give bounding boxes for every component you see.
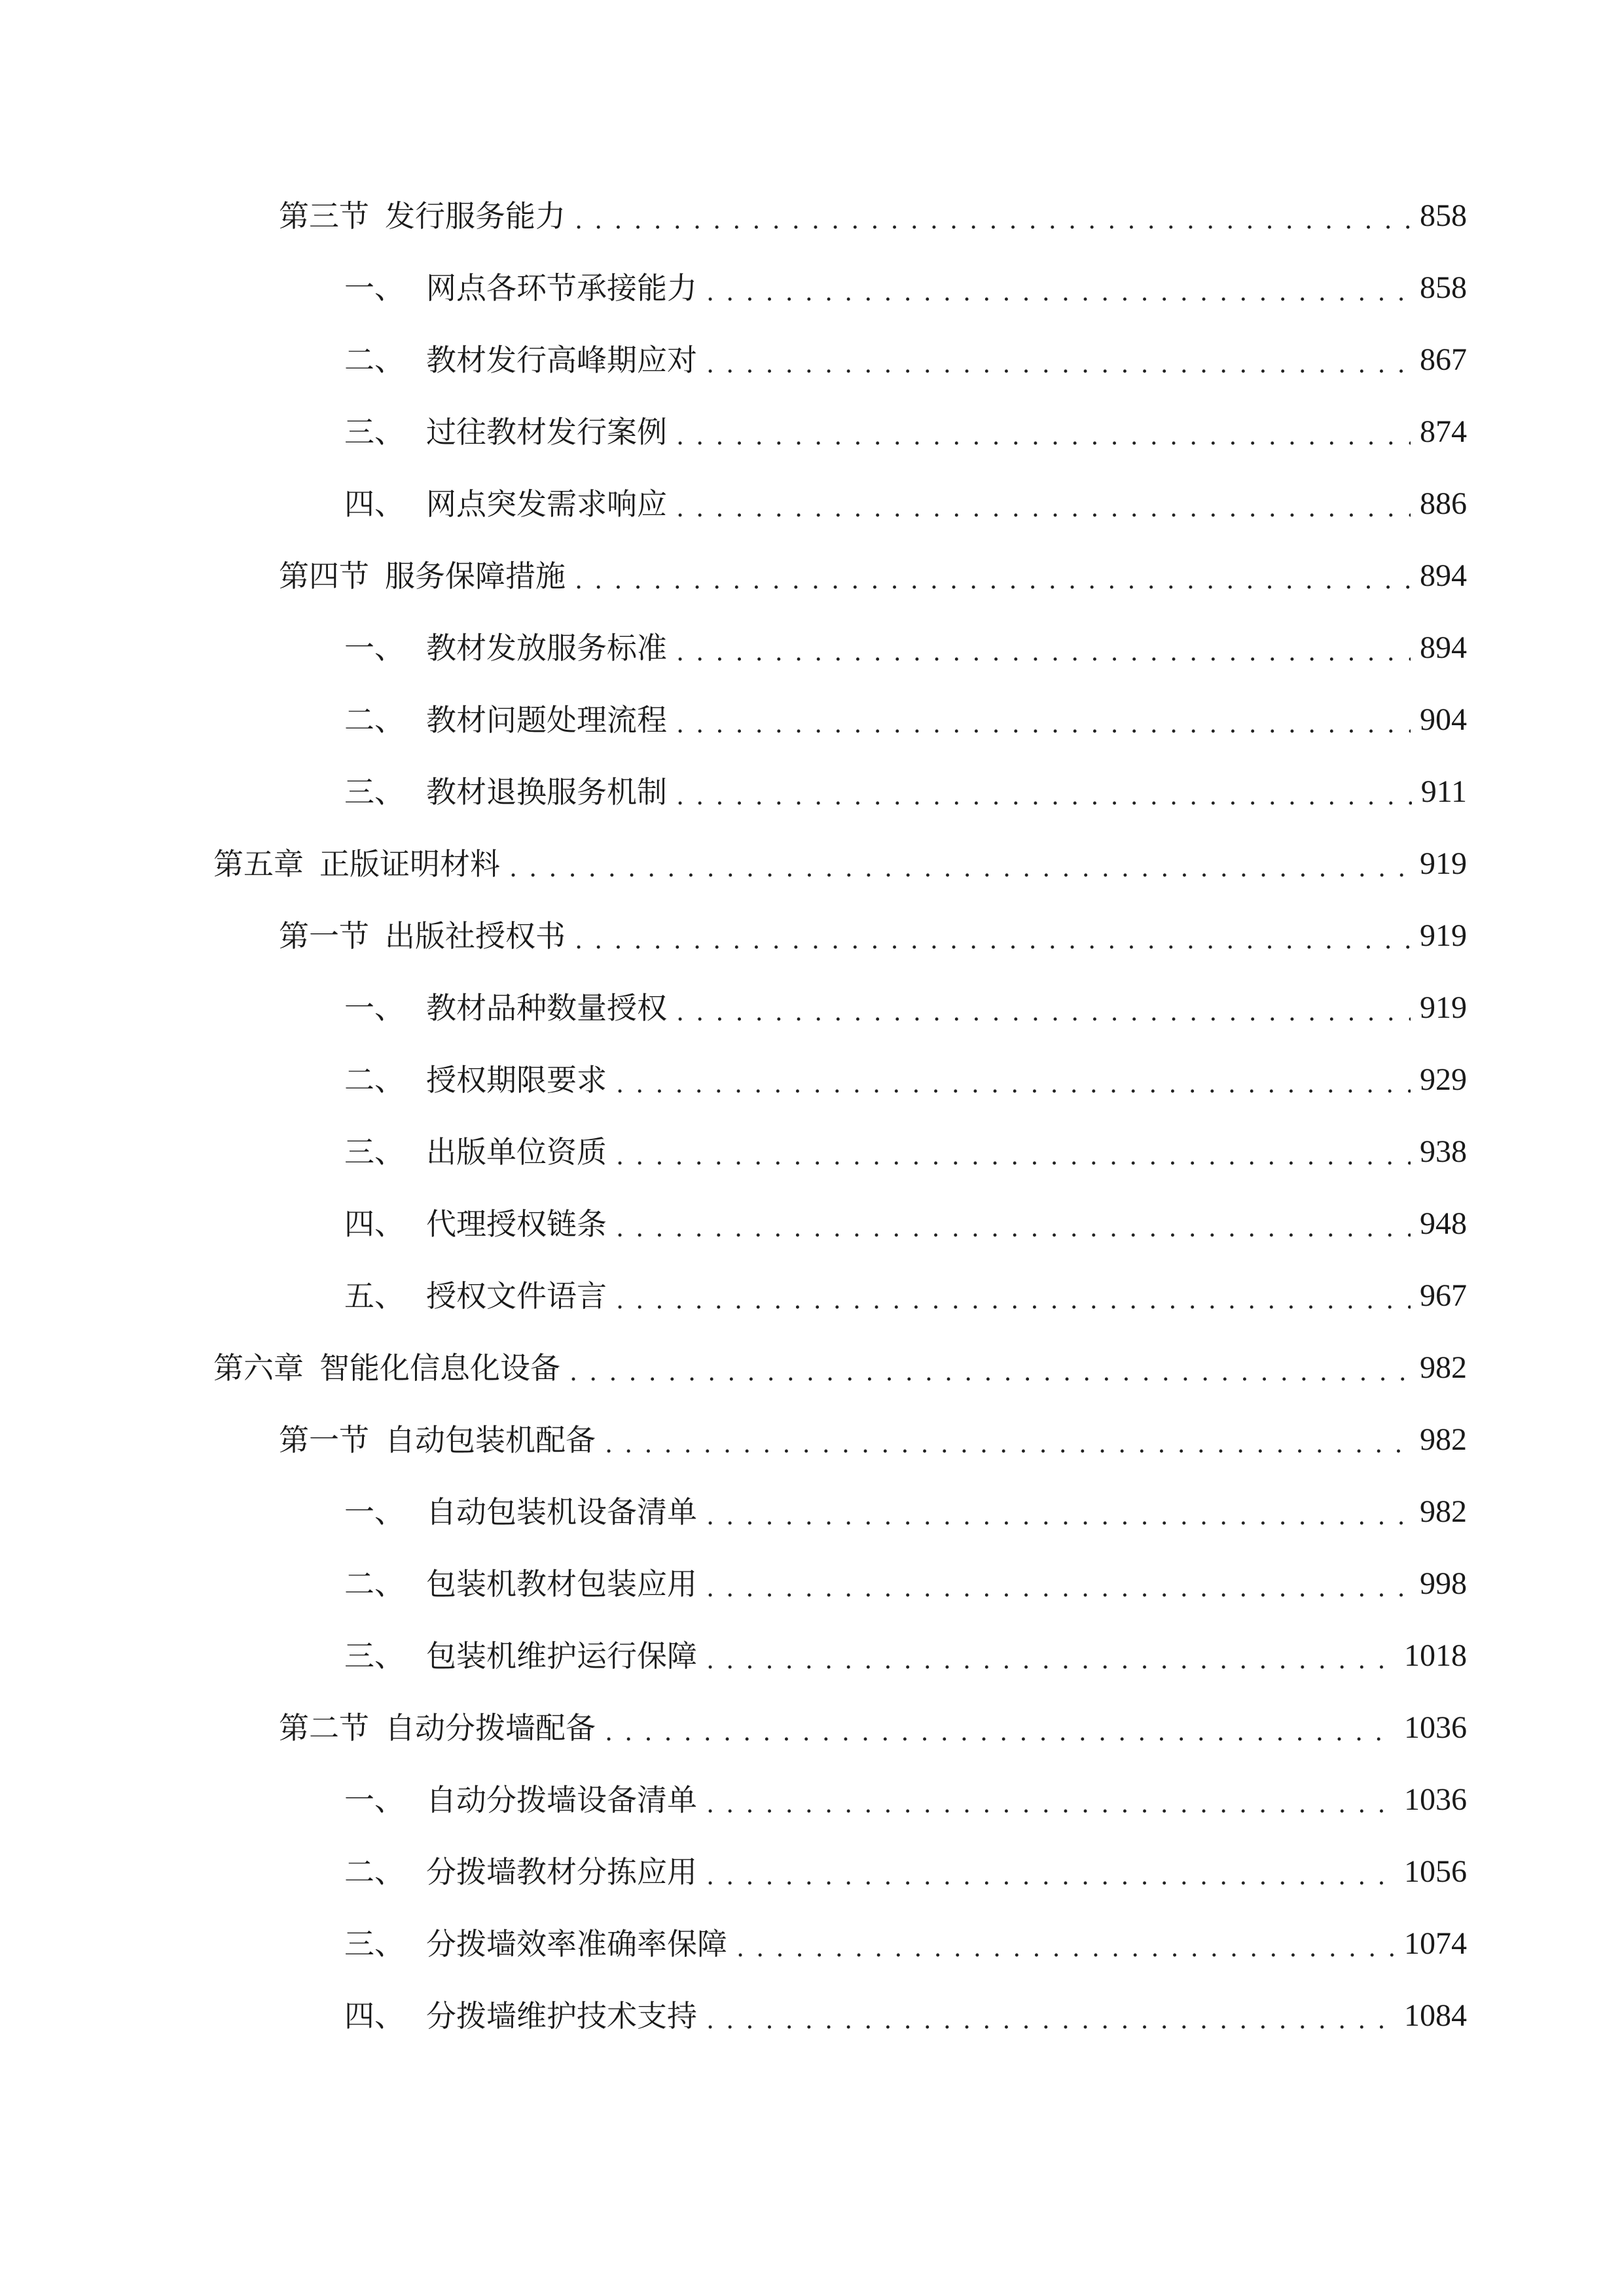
entry-number: 二、 (344, 1566, 405, 1602)
entry-page-number: 894 (1420, 630, 1467, 665)
entry-page-number: 982 (1420, 1494, 1467, 1529)
entry-title: 自动分拨墙配备 (385, 1710, 596, 1746)
toc-section-entry[interactable] (279, 1417, 1467, 1463)
entry-title: 教材问题处理流程 (426, 702, 667, 738)
entry-number: 四、 (344, 486, 405, 522)
entry-number: 五、 (344, 1278, 405, 1314)
toc-item-entry[interactable] (344, 1561, 1467, 1607)
entry-title: 代理授权链条 (426, 1206, 607, 1242)
entry-page-number: 982 (1420, 1350, 1467, 1385)
dot-leader (575, 913, 1411, 959)
toc-item-entry[interactable] (344, 1849, 1467, 1895)
entry-number: 二、 (344, 1062, 405, 1098)
entry-page-number: 874 (1420, 414, 1467, 449)
entry-number: 四、 (344, 1206, 405, 1242)
toc-item-entry[interactable] (344, 1993, 1467, 2039)
entry-page-number: 967 (1420, 1278, 1467, 1313)
dot-leader (706, 1489, 1411, 1535)
entry-page-number: 904 (1420, 702, 1467, 737)
entry-title: 发行服务能力 (385, 198, 566, 234)
dot-leader (736, 1921, 1395, 1967)
dot-leader (706, 1633, 1395, 1679)
toc-item-entry[interactable] (344, 985, 1467, 1031)
entry-page-number: 1056 (1404, 1854, 1467, 1889)
toc-item-entry[interactable] (344, 1921, 1467, 1967)
entry-title: 正版证明材料 (319, 846, 500, 882)
entry-page-number: 867 (1420, 342, 1467, 377)
entry-page-number: 919 (1420, 990, 1467, 1025)
entry-number: 第三节 (279, 198, 369, 234)
entry-page-number: 1084 (1404, 1998, 1467, 2033)
toc-item-entry[interactable] (344, 1273, 1467, 1319)
entry-page-number: 998 (1420, 1566, 1467, 1601)
entry-number: 第四节 (279, 558, 369, 594)
dot-leader (616, 1273, 1411, 1319)
entry-title: 授权文件语言 (426, 1278, 607, 1314)
entry-title: 网点突发需求响应 (426, 486, 667, 522)
entry-title: 自动包装机配备 (385, 1422, 596, 1458)
dot-leader (575, 193, 1411, 239)
entry-title: 教材退换服务机制 (426, 774, 667, 810)
dot-leader (676, 697, 1411, 743)
entry-page-number: 1036 (1404, 1782, 1467, 1817)
toc-section-entry[interactable] (279, 553, 1467, 599)
entry-number: 一、 (344, 270, 405, 306)
toc-item-entry[interactable] (344, 697, 1467, 743)
entry-number: 一、 (344, 1494, 405, 1530)
entry-number: 一、 (344, 990, 405, 1026)
dot-leader (616, 1201, 1411, 1247)
toc-item-entry[interactable] (344, 1201, 1467, 1247)
dot-leader (676, 625, 1411, 671)
entry-number: 第一节 (279, 1422, 369, 1458)
dot-leader (676, 769, 1412, 815)
entry-title: 授权期限要求 (426, 1062, 607, 1098)
toc-item-entry[interactable] (344, 337, 1467, 383)
entry-page-number: 982 (1420, 1422, 1467, 1457)
entry-title: 教材发行高峰期应对 (426, 342, 697, 378)
entry-title: 服务保障措施 (385, 558, 566, 594)
dot-leader (706, 265, 1411, 311)
entry-title: 过往教材发行案例 (426, 414, 667, 450)
entry-page-number: 894 (1420, 558, 1467, 593)
toc-item-entry[interactable] (344, 1129, 1467, 1175)
entry-page-number: 1074 (1404, 1926, 1467, 1961)
entry-title: 网点各环节承接能力 (426, 270, 697, 306)
toc-item-entry[interactable] (344, 481, 1467, 527)
entry-page-number: 929 (1420, 1062, 1467, 1097)
entry-page-number: 919 (1420, 846, 1467, 881)
entry-page-number: 1018 (1404, 1638, 1467, 1673)
dot-leader (575, 553, 1411, 599)
entry-number: 一、 (344, 630, 405, 666)
entry-page-number: 948 (1420, 1206, 1467, 1241)
entry-number: 二、 (344, 1854, 405, 1890)
entry-title: 出版社授权书 (385, 918, 566, 954)
dot-leader (605, 1417, 1411, 1463)
entry-title: 分拨墙教材分拣应用 (426, 1854, 697, 1890)
entry-title: 分拨墙效率准确率保障 (426, 1926, 727, 1962)
dot-leader (706, 337, 1411, 383)
entry-title: 教材品种数量授权 (426, 990, 667, 1026)
entry-page-number: 886 (1420, 486, 1467, 521)
entry-number: 三、 (344, 1134, 405, 1170)
dot-leader (616, 1129, 1411, 1175)
entry-page-number: 911 (1420, 774, 1467, 809)
entry-number: 二、 (344, 342, 405, 378)
dot-leader (676, 409, 1411, 455)
toc-item-entry[interactable] (344, 1777, 1467, 1823)
entry-number: 第二节 (279, 1710, 369, 1746)
entry-title: 分拨墙维护技术支持 (426, 1998, 697, 2034)
toc-chapter-entry[interactable] (213, 1345, 1467, 1391)
dot-leader (706, 1993, 1395, 2039)
toc-item-entry[interactable] (344, 1633, 1467, 1679)
entry-title: 包装机维护运行保障 (426, 1638, 697, 1674)
toc-item-entry[interactable] (344, 265, 1467, 311)
toc-section-entry[interactable] (279, 1705, 1467, 1751)
entry-page-number: 919 (1420, 918, 1467, 953)
entry-number: 第五章 (213, 846, 304, 882)
dot-leader (706, 1561, 1411, 1607)
entry-page-number: 858 (1420, 198, 1467, 233)
dot-leader (676, 481, 1411, 527)
entry-number: 第一节 (279, 918, 369, 954)
toc-section-entry[interactable] (279, 193, 1467, 239)
entry-title: 智能化信息化设备 (319, 1350, 560, 1386)
toc-section-entry[interactable] (279, 913, 1467, 959)
toc-item-entry[interactable] (344, 409, 1467, 455)
entry-page-number: 858 (1420, 270, 1467, 305)
entry-number: 三、 (344, 1926, 405, 1962)
entry-page-number: 938 (1420, 1134, 1467, 1169)
entry-title: 包装机教材包装应用 (426, 1566, 697, 1602)
entry-title: 出版单位资质 (426, 1134, 607, 1170)
dot-leader (569, 1345, 1411, 1391)
entry-number: 二、 (344, 702, 405, 738)
entry-number: 三、 (344, 1638, 405, 1674)
toc-item-entry[interactable] (344, 625, 1467, 671)
toc-item-entry[interactable] (344, 1057, 1467, 1103)
entry-number: 三、 (344, 774, 405, 810)
dot-leader (706, 1777, 1395, 1823)
entry-title: 教材发放服务标准 (426, 630, 667, 666)
entry-number: 四、 (344, 1998, 405, 2034)
toc-item-entry[interactable] (344, 1489, 1467, 1535)
dot-leader (676, 985, 1411, 1031)
toc-item-entry[interactable] (344, 769, 1467, 815)
entry-number: 第六章 (213, 1350, 304, 1386)
entry-page-number: 1036 (1404, 1710, 1467, 1745)
toc-chapter-entry[interactable] (213, 841, 1467, 887)
dot-leader (605, 1705, 1395, 1751)
entry-number: 一、 (344, 1782, 405, 1818)
dot-leader (706, 1849, 1395, 1895)
entry-number: 三、 (344, 414, 405, 450)
dot-leader (616, 1057, 1411, 1103)
dot-leader (509, 841, 1411, 887)
entry-title: 自动包装机设备清单 (426, 1494, 697, 1530)
entry-title: 自动分拨墙设备清单 (426, 1782, 697, 1818)
